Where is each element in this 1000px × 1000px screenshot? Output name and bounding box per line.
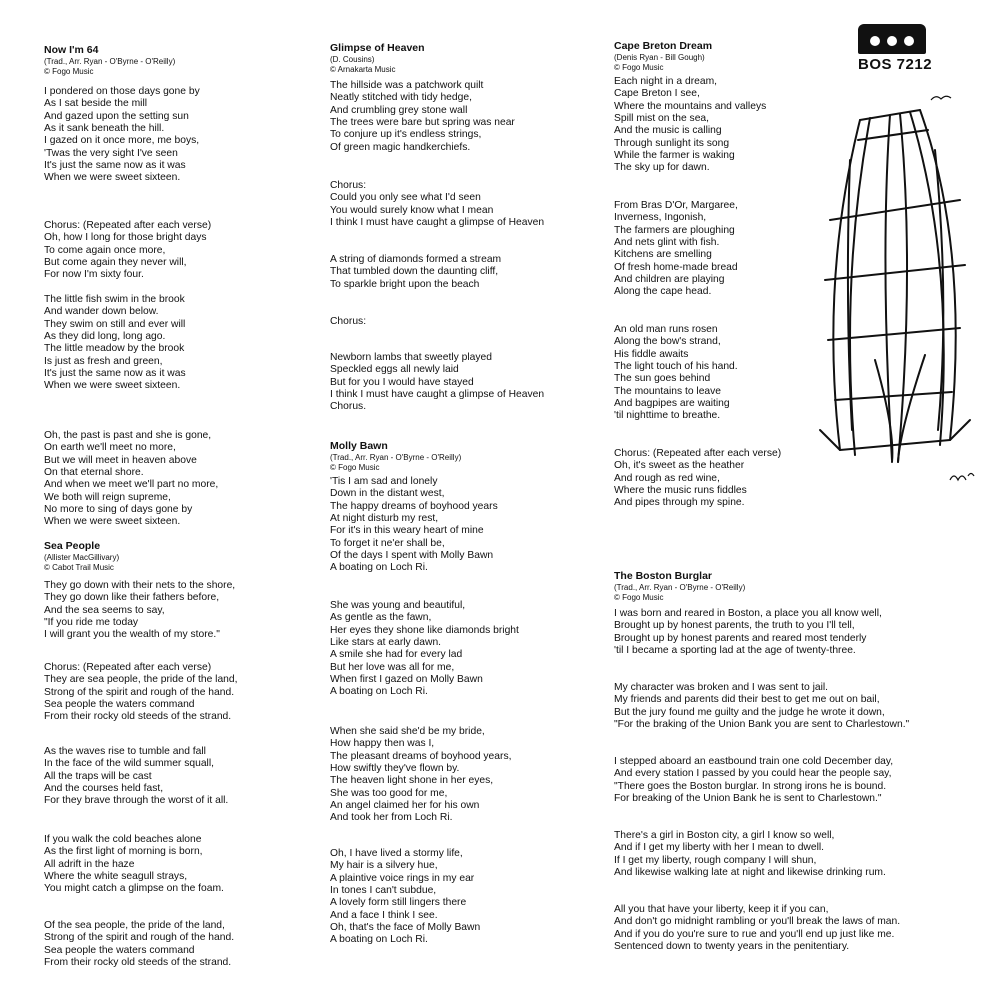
- lyric-line: And don't go midnight rambling or you'll break the laws of man.: [614, 916, 901, 928]
- lyric-line: Neatly stitched with tidy hedge,: [330, 92, 472, 104]
- song-copyright: © Fogo Music: [614, 593, 664, 602]
- stanza: [330, 726, 600, 825]
- lyric-line: For breaking of the Union Bank he is sent to Charlestown.": [614, 793, 882, 805]
- lyric-line: The happy dreams of boyhood years: [330, 500, 498, 512]
- lyric-line: And rough as red wine,: [614, 472, 720, 484]
- lyric-line: No more to sing of days gone by: [44, 504, 193, 516]
- song-credit: (Trad., Arr. Ryan - O'Byrne - O'Reilly): [614, 583, 746, 592]
- lyric-line: I was born and reared in Boston, a place you all know well,: [614, 608, 882, 619]
- lyric-line: From their rocky old steeds of the strand.: [44, 711, 232, 723]
- lyric-line: And the courses held fast,: [44, 783, 164, 795]
- lyric-line: And a face I think I see.: [330, 909, 438, 921]
- lyric-line: Is just as fresh and green,: [44, 355, 163, 367]
- lyric-line: An old man runs rosen: [614, 324, 718, 335]
- lyric-line: Sentenced down to twenty years in the penitentiary.: [614, 941, 850, 953]
- lyric-line: To sparkle bright upon the beach: [330, 278, 480, 290]
- lyric-line: And gazed upon the setting sun: [44, 110, 189, 122]
- lyric-line: Down in the distant west,: [330, 488, 445, 500]
- lyric-line: But we will meet in heaven above: [44, 454, 197, 466]
- lyric-line: 'til nighttime to breathe.: [614, 410, 721, 422]
- stanza: [330, 848, 600, 947]
- lyric-line: "If you ride me today: [44, 617, 139, 629]
- lyric-line: To conjure up it's endless strings,: [330, 129, 482, 141]
- lyric-line: I gazed on it once more, me boys,: [44, 135, 200, 147]
- record-label-logo-icon: [858, 24, 926, 54]
- lyric-line: And the music is calling: [614, 125, 722, 137]
- lyric-line: All you that have your liberty, keep it if you can,: [614, 904, 829, 915]
- catalog-number: BOS 7212: [858, 56, 933, 73]
- lyric-line: Where the music runs fiddles: [614, 485, 747, 497]
- lyric-line: The farmers are ploughing: [614, 224, 735, 236]
- lyric-line: 'Tis I am sad and lonely: [330, 476, 438, 487]
- lyric-line: A boating on Loch Ri.: [330, 686, 428, 698]
- lyric-line: But the jury found me guilty and the judge he wrote it down,: [614, 706, 885, 718]
- lyric-line: Oh, I have lived a stormy life,: [330, 848, 463, 859]
- lyric-line: And if I get my liberty with her I mean to dwell.: [614, 842, 825, 854]
- lyric-line: Of green magic handkerchiefs.: [330, 141, 471, 153]
- stanza: [44, 920, 294, 969]
- song-title: Molly Bawn: [330, 440, 388, 452]
- lyric-line: But come again they never will,: [44, 257, 187, 269]
- stanza: [330, 254, 600, 291]
- lyric-line: And bagpipes are waiting: [614, 398, 730, 410]
- stanza: [614, 682, 964, 731]
- stanza: [44, 662, 294, 724]
- lyric-line: The light touch of his hand.: [614, 361, 738, 373]
- lyric-line: When we were sweet sixteen.: [44, 380, 181, 392]
- lyric-line: The sky up for dawn.: [614, 162, 710, 174]
- lyric-line: From Bras D'Or, Margaree,: [614, 200, 738, 211]
- song-title: Sea People: [44, 540, 101, 552]
- lyric-line: Where the mountains and valleys: [614, 100, 767, 112]
- lyric-line: Oh, how I long for those bright days: [44, 232, 207, 244]
- stanza: [44, 86, 294, 185]
- lyric-line: While the farmer is waking: [614, 150, 735, 162]
- lyric-line: Newborn lambs that sweetly played: [330, 352, 492, 363]
- lyric-line: Spill mist on the sea,: [614, 113, 710, 125]
- song-copyright: © Fogo Music: [330, 463, 380, 472]
- song-sea-people: [44, 540, 294, 969]
- lyric-line: The pleasant dreams of boyhood years,: [330, 750, 512, 762]
- lyric-line: Along the bow's strand,: [614, 336, 721, 348]
- stanza: [614, 904, 964, 953]
- stanza: [44, 430, 294, 529]
- lyric-line: My hair is a silvery hue,: [330, 860, 438, 872]
- song-now-im-64: [44, 44, 294, 528]
- lyric-line: If I get my liberty, rough company I will shun,: [614, 854, 817, 866]
- lyric-line: Strong of the spirit and rough of the hand.: [44, 932, 235, 944]
- stanza: [614, 756, 964, 805]
- song-copyright: © Fogo Music: [614, 63, 664, 72]
- lyric-line: How happy then was I,: [330, 738, 435, 750]
- lyric-line: Like stars at early dawn.: [330, 637, 442, 649]
- lyric-line: I think I must have caught a glimpse of Heaven: [330, 217, 545, 229]
- lyric-line: A boating on Loch Ri.: [330, 934, 428, 946]
- stanza: [44, 746, 294, 808]
- lyric-line: And pipes through my spine.: [614, 497, 745, 509]
- lyric-line: Chorus:: [330, 180, 367, 191]
- stanza: [330, 180, 600, 229]
- lyric-line: Oh, it's sweet as the heather: [614, 460, 745, 472]
- lyric-line: The hillside was a patchwork quilt: [330, 80, 484, 91]
- lyric-line: The mountains to leave: [614, 385, 722, 397]
- lyric-line: And the sea seems to say,: [44, 604, 165, 616]
- lyric-line: When we were sweet sixteen.: [44, 172, 181, 184]
- stanza: [44, 834, 294, 896]
- lyric-line: From their rocky old steeds of the strand.: [44, 957, 232, 969]
- lyric-line: As I sat beside the mill: [44, 98, 148, 110]
- lyric-line: For they brave through the worst of it all.: [44, 795, 229, 807]
- song-credit: (Trad., Arr. Ryan - O'Byrne - O'Reilly): [330, 453, 462, 462]
- lyric-line: That tumbled down the daunting cliff,: [330, 266, 499, 278]
- song-copyright: © Fogo Music: [44, 67, 94, 76]
- stanza: [44, 294, 294, 393]
- lyric-line: On earth we'll meet no more,: [44, 442, 176, 454]
- lyric-line: Inverness, Ingonish,: [614, 212, 707, 224]
- lyric-line: Chorus.: [330, 401, 367, 413]
- lyric-line: When we were sweet sixteen.: [44, 516, 181, 528]
- lyric-line: And crumbling grey stone wall: [330, 104, 468, 116]
- lyric-line: 'til I became a sporting lad at the age of twenty-three.: [614, 645, 856, 657]
- lyric-line: Cape Breton I see,: [614, 88, 700, 100]
- lyric-line: Could you only see what I'd seen: [330, 192, 481, 204]
- lyric-line: And likewise walking late at night and likewise drinking rum.: [614, 867, 886, 879]
- lyric-line: I pondered on those days gone by: [44, 86, 200, 97]
- lyric-line: And took her from Loch Ri.: [330, 812, 453, 824]
- song-credit: (Trad., Arr. Ryan - O'Byrne - O'Reilly): [44, 57, 176, 66]
- lyric-line: 'Twas the very sight I've seen: [44, 147, 178, 159]
- song-molly-bawn: [330, 440, 600, 946]
- lyric-line: I will grant you the wealth of my store.": [44, 629, 220, 641]
- song-the-boston-burglar: [614, 570, 964, 953]
- lyric-line: At night disturb my rest,: [330, 513, 439, 525]
- lyric-line: Oh, that's the face of Molly Bawn: [330, 922, 481, 934]
- lyric-line: And wander down below.: [44, 306, 159, 318]
- lyric-line: Where the white seagull strays,: [44, 871, 188, 883]
- ship-bow-sketch-icon: [800, 100, 990, 500]
- lyric-line: They go down like their fathers before,: [44, 592, 220, 604]
- stanza: [44, 220, 294, 282]
- lyric-line: Oh, the past is past and she is gone,: [44, 430, 212, 441]
- lyric-line: She was too good for me,: [330, 787, 448, 799]
- lyric-line: We both will reign supreme,: [44, 491, 171, 503]
- lyric-line: On that eternal shore.: [44, 467, 144, 479]
- stanza: [330, 476, 600, 575]
- lyric-line: A boating on Loch Ri.: [330, 562, 428, 574]
- stanza: [330, 600, 600, 699]
- lyric-line: Brought up by honest parents and reared most tenderly: [614, 632, 867, 644]
- lyric-line: Chorus: (Repeated after each verse): [44, 220, 212, 231]
- song-credit: (Denis Ryan - Bill Gough): [614, 53, 705, 62]
- lyric-line: Of the sea people, the pride of the land,: [44, 920, 225, 931]
- lyric-line: "For the braking of the Union Bank you are sent to Charlestown.": [614, 719, 910, 731]
- lyric-line: Strong of the spirit and rough of the hand.: [44, 686, 235, 698]
- lyric-line: My character was broken and I was sent to jail.: [614, 682, 829, 693]
- lyric-line: And when we meet we'll part no more,: [44, 479, 219, 491]
- lyric-line: As they did long, long ago.: [44, 331, 166, 343]
- lyric-line: Each night in a dream,: [614, 76, 718, 87]
- lyric-line: When she said she'd be my bride,: [330, 726, 485, 737]
- stanza: [614, 830, 964, 879]
- lyric-line: The little fish swim in the brook: [44, 294, 185, 305]
- lyric-line: They go down with their nets to the shore,: [44, 580, 236, 591]
- record-label: [858, 24, 970, 73]
- lyric-line: A lovely form still lingers there: [330, 897, 467, 909]
- song-copyright: © Arnakarta Music: [330, 65, 396, 74]
- lyric-line: They are sea people, the pride of the land,: [44, 674, 238, 686]
- lyric-line: Chorus:: [330, 316, 367, 327]
- song-title: The Boston Burglar: [614, 570, 713, 582]
- lyric-line: And children are playing: [614, 274, 725, 286]
- lyric-line: She was young and beautiful,: [330, 600, 466, 611]
- song-title: Cape Breton Dream: [614, 40, 713, 52]
- song-credit: (D. Cousins): [330, 55, 375, 64]
- lyric-line: My friends and parents did their best to get me out on bail,: [614, 694, 880, 706]
- song-credit: (Allister MacGillivary): [44, 553, 120, 562]
- lyric-line: An angel claimed her for his own: [330, 800, 480, 812]
- lyric-line: Of fresh home-made bread: [614, 261, 738, 273]
- lyric-line: Speckled eggs all newly laid: [330, 364, 459, 376]
- lyric-line: And if you do you're sure to rue and you'll end up just like me.: [614, 928, 895, 940]
- lyric-line: The sun goes behind: [614, 373, 711, 385]
- lyric-line: Her eyes they shone like diamonds bright: [330, 624, 519, 636]
- song-title: Now I'm 64: [44, 44, 99, 56]
- stanza: [44, 580, 294, 642]
- lyric-line: As the first light of morning is born,: [44, 846, 203, 858]
- lyric-line: Through sunlight its song: [614, 137, 730, 149]
- stanza: [614, 608, 964, 657]
- lyric-line: Of the days I spent with Molly Bawn: [330, 550, 494, 562]
- stanza: [330, 352, 600, 414]
- lyric-line: To come again once more,: [44, 244, 166, 256]
- lyric-line: But for you I would have stayed: [330, 376, 474, 388]
- lyric-line: All adrift in the haze: [44, 858, 135, 870]
- lyric-line: Sea people the waters command: [44, 944, 195, 956]
- lyric-line: I think I must have caught a glimpse of Heaven: [330, 389, 545, 401]
- lyric-line: For now I'm sixty four.: [44, 269, 144, 281]
- lyric-line: Brought up by honest parents, the truth to you I'll tell,: [614, 620, 855, 632]
- lyric-line: To forget it ne'er shall be,: [330, 537, 445, 549]
- lyric-line: There's a girl in Boston city, a girl I know so well,: [614, 830, 835, 841]
- lyric-line: A string of diamonds formed a stream: [330, 254, 502, 265]
- lyric-line: It's just the same now as it was: [44, 368, 186, 380]
- song-copyright: © Cabot Trail Music: [44, 563, 114, 572]
- lyric-line: A smile she had for every lad: [330, 649, 463, 661]
- lyric-line: When first I gazed on Molly Bawn: [330, 674, 483, 686]
- lyric-line: A plaintive voice rings in my ear: [330, 872, 475, 884]
- lyric-line: You would surely know what I mean: [330, 204, 494, 216]
- lyric-line: It's just the same now as it was: [44, 160, 186, 172]
- lyric-line: Chorus: (Repeated after each verse): [44, 662, 212, 673]
- song-glimpse-of-heaven: [330, 42, 600, 413]
- lyric-line: And nets glint with fish.: [614, 237, 720, 249]
- lyric-line: All the traps will be cast: [44, 770, 152, 782]
- lyric-line: Kitchens are smelling: [614, 249, 712, 261]
- song-title: Glimpse of Heaven: [330, 42, 425, 54]
- lyric-line: As gentle as the fawn,: [330, 612, 432, 624]
- lyric-line: If you walk the cold beaches alone: [44, 834, 202, 845]
- lyric-line: In the face of the wild summer squall,: [44, 758, 214, 770]
- lyric-line: His fiddle awaits: [614, 348, 689, 360]
- lyric-line: Chorus: (Repeated after each verse): [614, 448, 782, 459]
- lyric-line: How swiftly they've flown by.: [330, 763, 460, 775]
- lyric-line: You might catch a glimpse on the foam.: [44, 883, 224, 895]
- lyric-line: But her love was all for me,: [330, 661, 455, 673]
- lyric-line: "There goes the Boston burglar. In strong irons he is bound.: [614, 780, 887, 792]
- lyric-line: The little meadow by the brook: [44, 343, 185, 355]
- lyric-line: In tones I can't subdue,: [330, 885, 437, 897]
- lyric-line: I stepped aboard an eastbound train one cold December day,: [614, 756, 894, 767]
- stanza: [330, 316, 600, 328]
- lyric-line: For it's in this weary heart of mine: [330, 525, 484, 537]
- lyric-line: The heaven light shone in her eyes,: [330, 775, 494, 787]
- lyric-line: They swim on still and ever will: [44, 318, 186, 330]
- lyric-line: The trees were bare but spring was near: [330, 117, 515, 129]
- lyric-line: As the waves rise to tumble and fall: [44, 746, 206, 757]
- lyric-line: Sea people the waters command: [44, 699, 195, 711]
- lyric-line: As it sank beneath the hill.: [44, 123, 165, 135]
- stanza: [330, 80, 600, 154]
- lyric-line: Along the cape head.: [614, 286, 712, 298]
- lyric-line: And every station I passed by you could hear the people say,: [614, 768, 892, 780]
